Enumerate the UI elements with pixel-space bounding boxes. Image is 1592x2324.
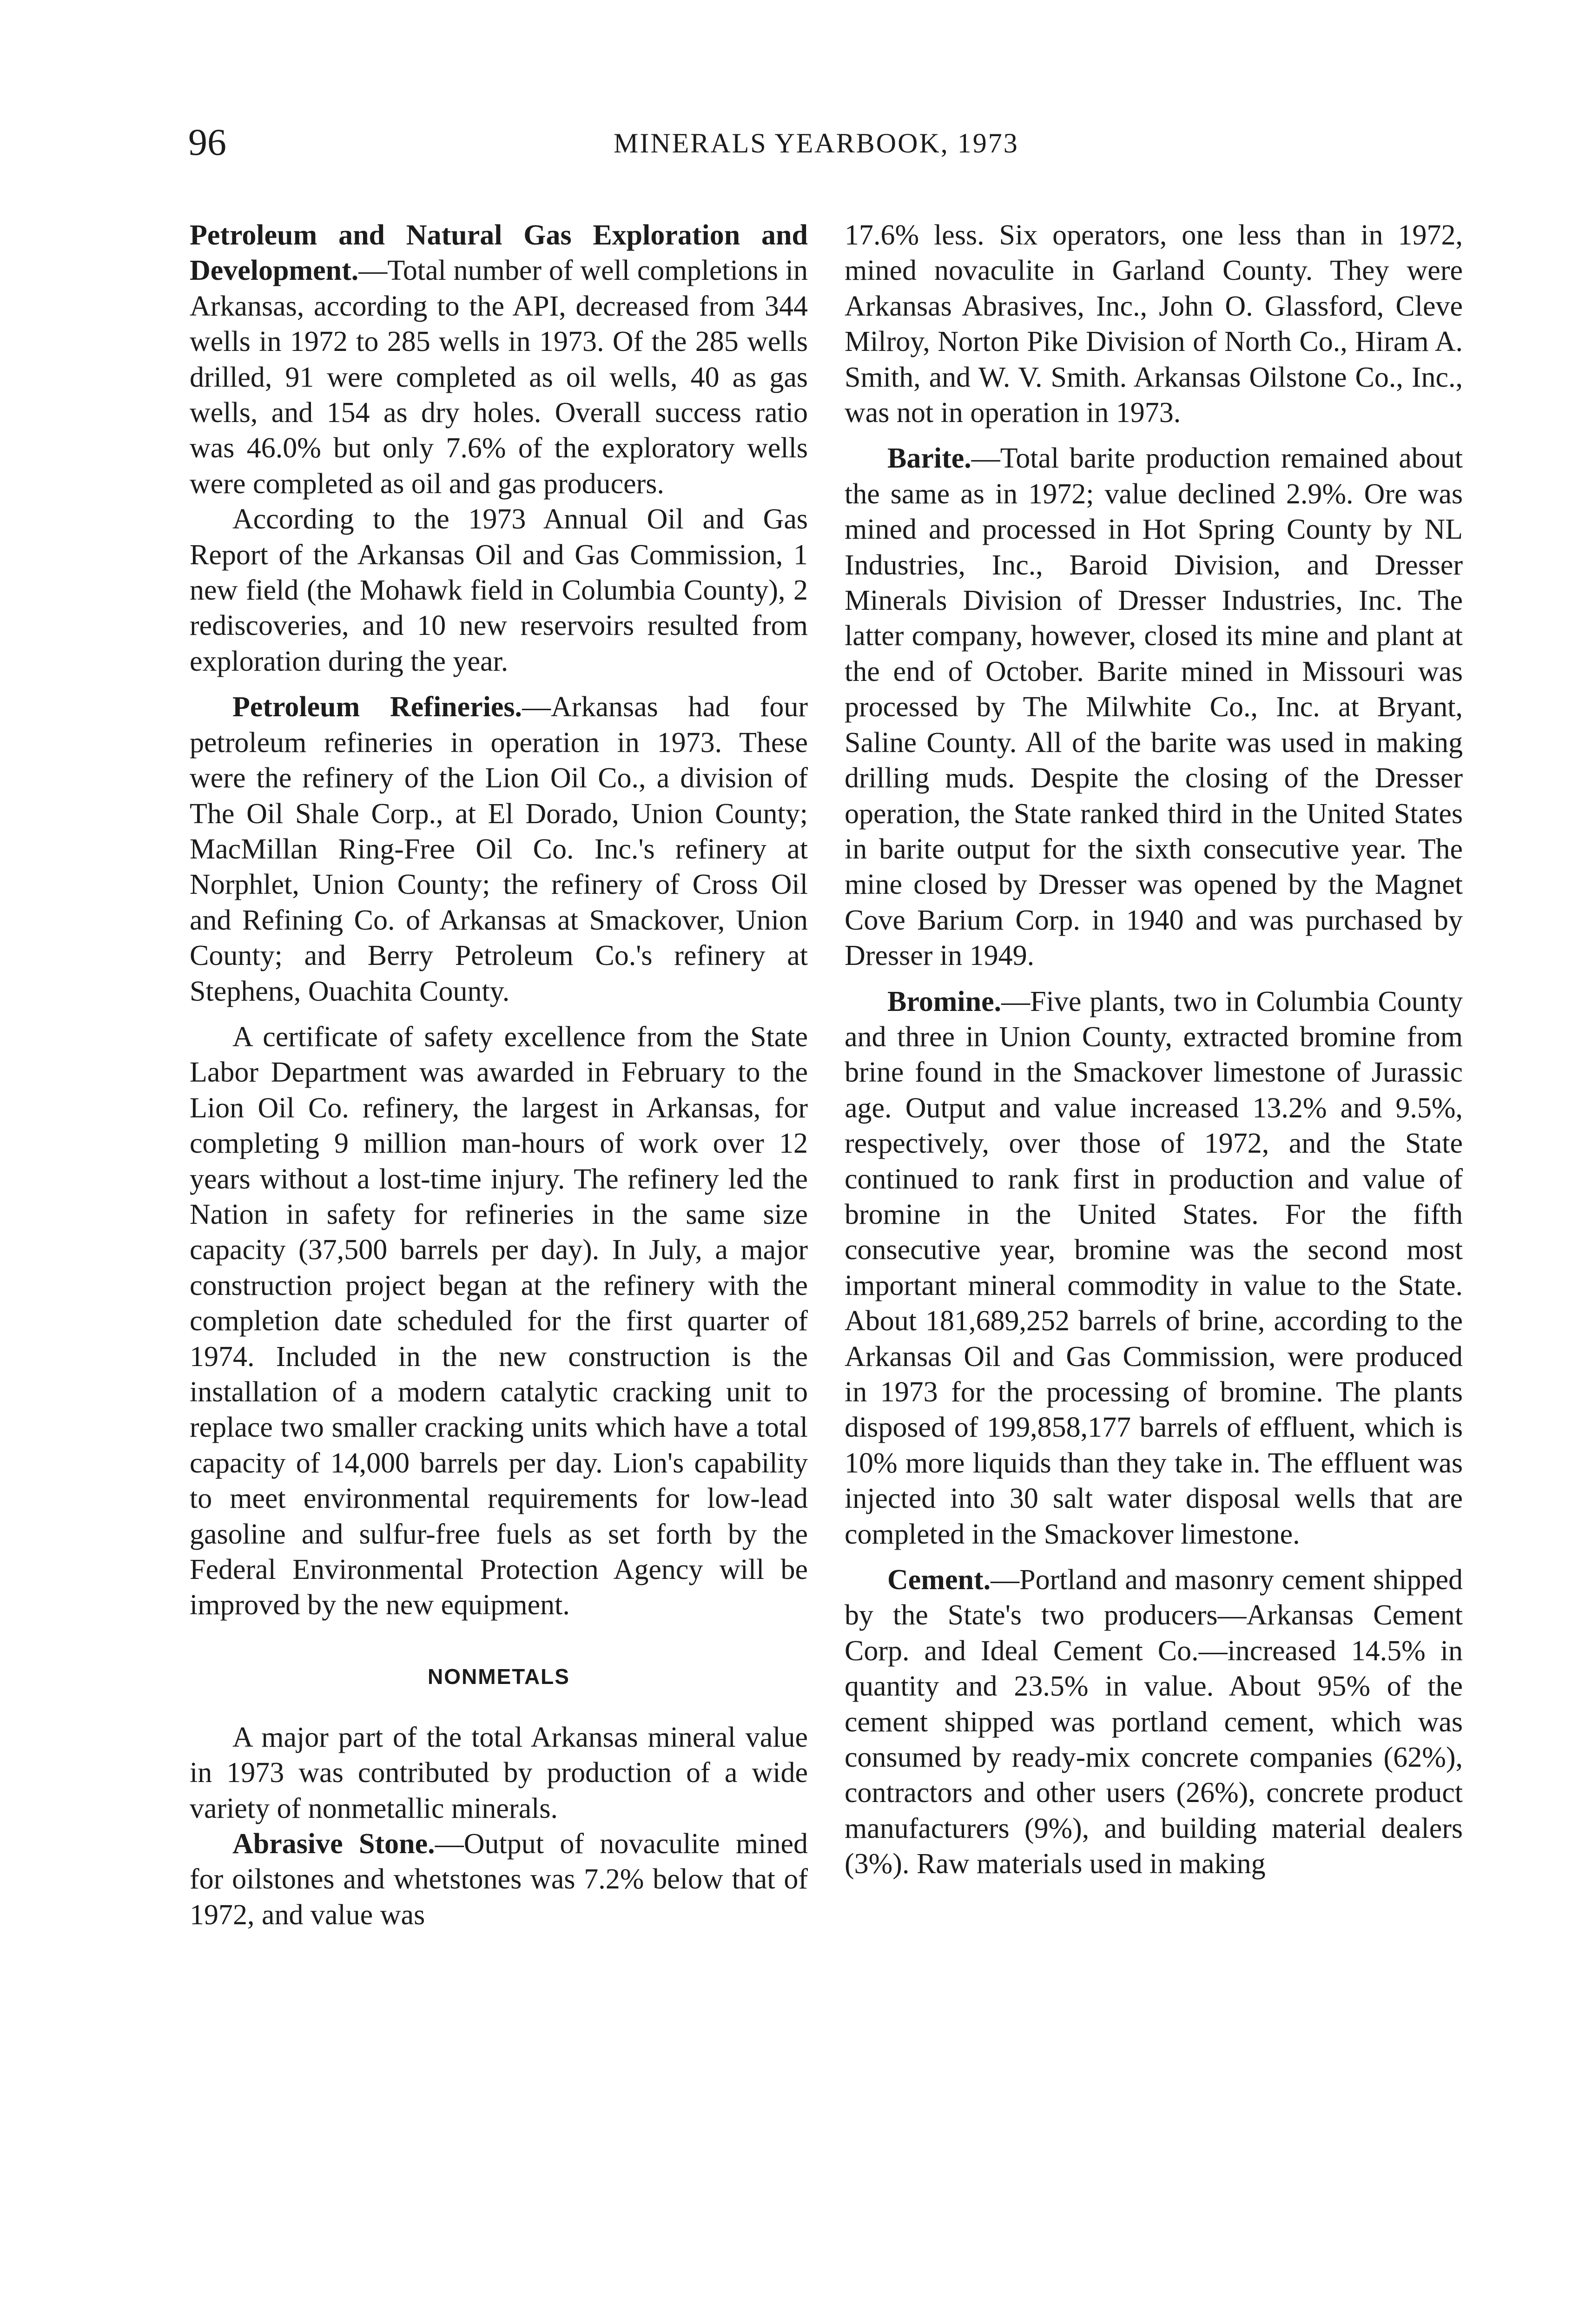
- right-column: [845, 218, 1463, 1882]
- paragraph-annual-report: [190, 502, 808, 679]
- heading-cement: Cement.: [887, 1564, 991, 1596]
- paragraph-bromine: [845, 984, 1463, 1552]
- paragraph-abrasive-stone: [190, 1826, 808, 1933]
- paragraph-safety: [190, 1019, 808, 1623]
- paragraph-barite: [845, 441, 1463, 973]
- text-annual-report: According to the 1973 Annual Oil and Gas Report of the Arkansas Oil and Gas Commission, 1 new field (the Mohawk field in Columbia County), 2 rediscoveries, and 10 new reservoirs resulted from exploration during the year.: [190, 503, 808, 677]
- paragraph-nonmetals-intro: [190, 1720, 808, 1826]
- heading-barite: Barite.: [887, 442, 971, 475]
- section-heading-nonmetals: NONMETALS: [428, 1664, 570, 1689]
- text-cement: —Portland and masonry cement shipped by the State's two producers—Arkansas Cement Corp. and Ideal Cement Co.—increased 14.5% in quantity and 23.5% in value. About 95% of the cement shipped was portland cement, which was consumed by ready-mix concrete companies (62%), contractors and other users (26%), concrete product manufacturers (9%), and building material dealers (3%). Raw materials used in making: [845, 1564, 1463, 1880]
- text-barite: —Total barite production remained about the same as in 1972; value declined 2.9%. Ore was mined and processed in Hot Spring County by NL Industries, Inc., Baroid Division, and Dresser Minerals Division of Dresser Industries, Inc. The latter company, however, closed its mine and plant at the end of October. Barite mined in Missouri was processed by The Milwhite Co., Inc. at Bryant, Saline County. All of the barite was used in making drilling muds. Despite the closing of the Dresser operation, the State ranked third in the United States in barite output for the sixth consecutive year. The mine closed by Dresser was opened by the Magnet Cove Barium Corp. in 1940 and was purchased by Dresser in 1949.: [845, 442, 1463, 972]
- paragraph-refineries: [190, 689, 808, 1009]
- text-refineries: —Arkansas had four petroleum refineries in operation in 1973. These were the refinery of the Lion Oil Co., a division of The Oil Shale Corp., at El Dorado, Union County; MacMillan Ring-Free Oil Co. Inc.'s refinery at Norphlet, Union County; the refinery of Cross Oil and Refining Co. of Arkansas at Smackover, Union County; and Berry Petroleum Co.'s refinery at Stephens, Ouachita County.: [190, 691, 808, 1007]
- text-abrasive-stone: —Output of novaculite mined for oilstones and whetstones was 7.2% below that of 1972, and value was: [190, 1828, 808, 1931]
- paragraph-petroleum-exploration: [190, 218, 808, 502]
- text-abrasive-continued: 17.6% less. Six operators, one less than in 1972, mined novaculite in Garland County. They were Arkansas Abrasives, Inc., John O. Glassford, Cleve Milroy, Norton Pike Division of North Co., Hiram A. Smith, and W. V. Smith. Arkansas Oilstone Co., Inc., was not in operation in 1973.: [845, 219, 1463, 429]
- text-petroleum-exploration: —Total number of well completions in Arkansas, according to the API, decreased from 344 wells in 1972 to 285 wells in 1973. Of the 285 wells drilled, 91 were completed as oil wells, 40 as gas wells, and 154 as dry holes. Overall success ratio was 46.0% but only 7.6% of the exploratory wells were completed as oil and gas producers.: [190, 255, 808, 500]
- text-nonmetals-intro: A major part of the total Arkansas mineral value in 1973 was contributed by production of a wide variety of nonmetallic minerals.: [190, 1721, 808, 1824]
- left-column: [190, 218, 808, 1933]
- paragraph-cement: [845, 1562, 1463, 1882]
- heading-petroleum-exploration: Petroleum and Natural Gas Exploration and Development.: [190, 219, 808, 287]
- heading-refineries: Petroleum Refineries.: [232, 691, 522, 723]
- paragraph-abrasive-continued: [845, 218, 1463, 430]
- running-title: MINERALS YEARBOOK, 1973: [614, 128, 1019, 158]
- heading-bromine: Bromine.: [887, 985, 1002, 1017]
- page-number: 96: [188, 121, 226, 163]
- text-bromine: —Five plants, two in Columbia County and three in Union County, extracted bromine from brine found in the Smackover limestone of Jurassic age. Output and value increased 13.2% and 9.5%, respectively, over those of 1972, and the State continued to rank first in production and value of bromine in the United States. For the fifth consecutive year, bromine was the second most important mineral commodity in value to the State. About 181,689,252 barrels of brine, according to the Arkansas Oil and Gas Commission, were produced in 1973 for the processing of bromine. The plants disposed of 199,858,177 barrels of effluent, which is 10% more liquids than they take in. The effluent was injected into 30 salt water disposal wells that are completed in the Smackover limestone.: [845, 985, 1463, 1550]
- heading-abrasive-stone: Abrasive Stone.: [232, 1828, 435, 1860]
- text-safety: A certificate of safety excellence from the State Labor Department was awarded in February to the Lion Oil Co. refinery, the largest in Arkansas, for completing 9 million man-hours of work over 12 years without a lost-time injury. The refinery led the Nation in safety for refineries in the same size capacity (37,500 barrels per day). In July, a major construction project began at the refinery with the completion date scheduled for the first quarter of 1974. Included in the new construction is the installation of a modern catalytic cracking unit to replace two smaller cracking units which have a total capacity of 14,000 barrels per day. Lion's capability to meet environmental requirements for low-lead gasoline and sulfur-free fuels as set forth by the Federal Environmental Protection Agency will be improved by the new equipment.: [190, 1021, 808, 1621]
